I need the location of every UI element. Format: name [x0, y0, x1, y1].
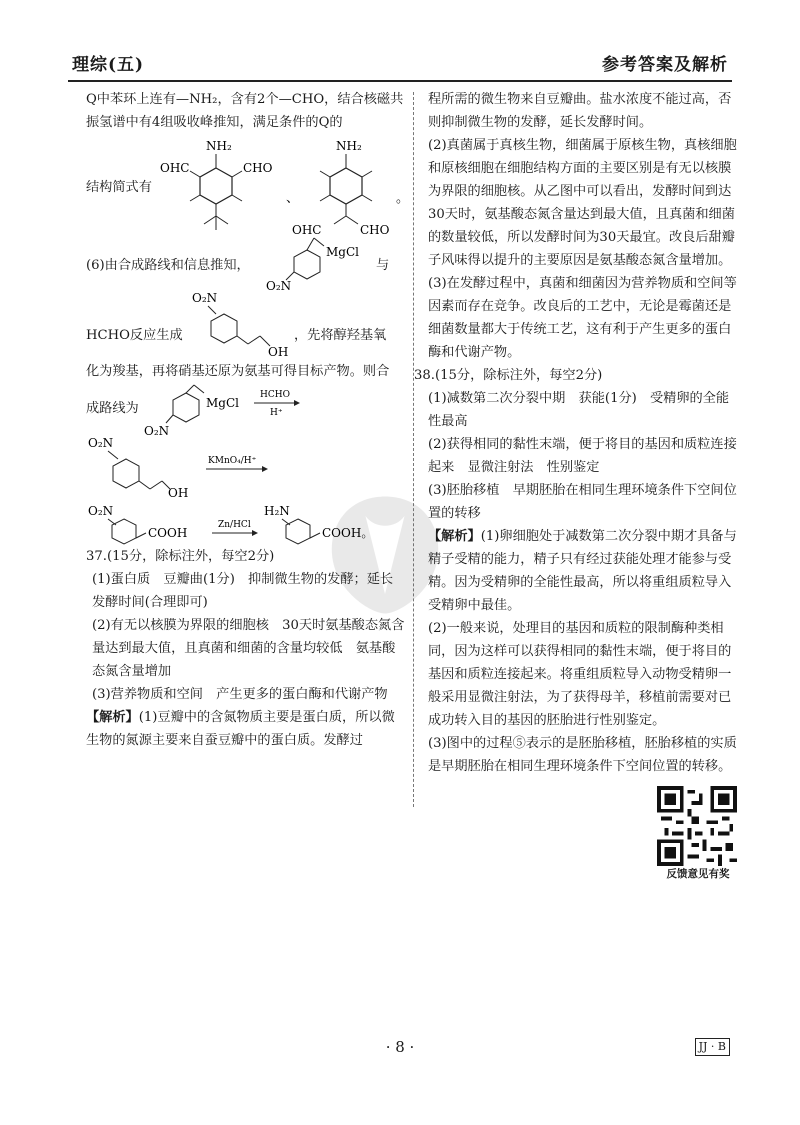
q37-answer-1: (1)蛋白质 豆瓣曲(1分) 抑制微生物的发酵；延长发酵时间(合理即可)	[92, 572, 394, 610]
left-column	[86, 88, 410, 752]
q-structures-block	[86, 134, 410, 240]
q37-explanation-text: (1)豆瓣中的含氮物质主要是蛋白质，所以微生物的氮源主要来自蚕豆瓣中的蛋白质。发酵过	[86, 710, 395, 748]
q37-explanation-cont: 程所需的微生物来自豆瓣曲。盐水浓度不能过高，否则抑制微生物的发酵，延长发酵时间。	[428, 92, 732, 130]
q38-explanation-1-text: (1)卵细胞处于减数第二次分裂中期才具备与精子受精的能力，精子只有经过获能处理才能参与受精。因为受精卵的全能性最高，所以将重组质粒导入受精卵中最佳。	[428, 529, 737, 613]
qr-caption: 反馈意见有奖	[666, 868, 730, 880]
q-structure-diagrams	[146, 134, 410, 240]
structure-intro-text: 结构简式有	[86, 180, 152, 195]
q37-answer-3: (3)营养物质和空间 产生更多的蛋白酶和代谢产物	[92, 687, 388, 702]
mol2-ohc-label: OHC	[292, 223, 322, 237]
q6-and-text: 与	[376, 258, 390, 273]
hcho-text: HCHO反应生成	[86, 328, 183, 343]
route-diagram	[86, 383, 406, 545]
route-mgcl-label: MgCl	[206, 396, 239, 410]
arrow-hplus-label: H⁺	[270, 408, 283, 418]
q37-answer-2: (2)有无以核膜为界限的细胞核 30天时氨基酸态氮含量达到最大值，且真菌和细菌的含量均较低 氨基酸态氮含量增加	[92, 618, 405, 679]
route-product-label: COOH。	[322, 526, 374, 540]
route-oh-label: OH	[168, 486, 189, 500]
o2n-label: O₂N	[266, 279, 292, 293]
mgcl-structure	[262, 232, 372, 292]
arrow-zn-label: Zn/HCl	[218, 520, 251, 530]
route-intro-text: 成路线为	[86, 401, 139, 416]
route-cooh-label: COOH	[148, 526, 188, 540]
q38-answer-2: (2)获得相同的黏性末端，便于将目的基因和质粒连接起来 显微注射法 性别鉴定	[428, 437, 737, 475]
mgcl-label: MgCl	[326, 245, 359, 259]
q-structure-text: Q中苯环上连有—NH₂，含有2个—CHO，结合核磁共振氢谱中有4组吸收峰推知，满足条件的Q的	[86, 92, 404, 130]
molecule-1	[160, 139, 273, 230]
q37-explanation-3: (3)在发酵过程中，真菌和细菌因为营养物质和空间等因素而存在竞争。改良后的工艺中，无论是霉菌还是细菌数量都大于传统工艺，这有利于产生更多的蛋白酶和代谢产物。	[428, 276, 737, 360]
right-column	[414, 88, 738, 778]
alcohol-no2-label: O₂N	[192, 291, 218, 305]
q6-intro-text: (6)由合成路线和信息推知，	[86, 258, 250, 273]
q6-reduce-text: 化为羧基，再将硝基还原为氨基可得目标产物。则合	[86, 364, 390, 379]
header-subject: 理综(五)	[72, 55, 145, 75]
q38-explanation-2: (2)一般来说，处理目的基因和质粒的限制酶种类相同，因为这样可以获得相同的黏性末端，便于将目的基因和质粒连接起来。将重组质粒导入动物受精卵一般采用显微注射法，为了获得母羊，移植前需要对已成功转入目的基因的胚胎进行性别鉴定。	[428, 621, 732, 728]
q38-heading: 38.(15分，除标注外，每空2分)	[414, 368, 603, 383]
q38-explanation-1	[428, 525, 738, 617]
header-rule	[68, 80, 732, 82]
header-title: 参考答案及解析	[602, 55, 728, 75]
route-h2n-label: H₂N	[264, 504, 290, 518]
arrow-hcho-label: HCHO	[260, 390, 290, 400]
q38-answer-3: (3)胚胎移植 早期胚胎在相同生理环境条件下空间位置的转移	[428, 483, 737, 521]
mol2-cho-label: CHO	[360, 223, 390, 237]
q6-intro-block	[86, 240, 406, 293]
structure-separator: 、	[286, 191, 300, 206]
q37-explanation-tag: 【解析】	[86, 710, 139, 725]
q38-explanation-tag: 【解析】	[428, 529, 481, 544]
q37-heading: 37.(15分，除标注外，每空2分)	[86, 549, 275, 564]
q38-answer-1: (1)减数第二次分裂中期 获能(1分) 受精卵的全能性最高	[428, 391, 730, 429]
oxidize-text: ，先将醇羟基氧	[294, 328, 387, 343]
synthesis-route	[86, 383, 406, 545]
structure-end-mark: 。	[396, 191, 410, 206]
mol1-nh2-label: NH₂	[206, 139, 232, 153]
column-divider	[413, 92, 414, 807]
route-o2n-label: O₂N	[144, 424, 170, 438]
mol1-cho-label: CHO	[243, 161, 273, 175]
q37-explanation	[86, 706, 406, 752]
alcohol-oh-label: OH	[268, 345, 289, 359]
feedback-qr-code[interactable]	[657, 786, 737, 866]
mol1-ohc-label: OHC	[160, 161, 190, 175]
alcohol-structure	[182, 288, 302, 360]
page-number: · 8 ·	[385, 1038, 415, 1056]
edition-code: JJ · B	[695, 1038, 730, 1056]
q38-explanation-3: (3)图中的过程⑤表示的是胚胎移植，胚胎移植的实质是早期胚胎在相同生理环境条件下空间位置的转移。	[428, 736, 737, 774]
arrow-kmno4-label: KMnO₄/H⁺	[208, 456, 257, 466]
hcho-block	[86, 288, 406, 360]
route-alcohol-no2-label: O₂N	[88, 436, 114, 450]
molecule-2	[292, 139, 390, 237]
route-acid-no2-label: O₂N	[88, 504, 114, 518]
mol2-nh2-label: NH₂	[336, 139, 362, 153]
q37-explanation-2: (2)真菌属于真核生物，细菌属于原核生物，真核细胞和原核细胞在细胞结构方面的主要区别是有无以核膜为界限的细胞核。从乙图中可以看出，发酵时间到达30天时，氨基酸态氮含量达到最大值，且真菌和细菌的数量较低，所以发酵时间为30天最宜。改良后甜瓣子风味得以提升的主要原因是氨基酸态氮含量增加。	[428, 138, 737, 268]
